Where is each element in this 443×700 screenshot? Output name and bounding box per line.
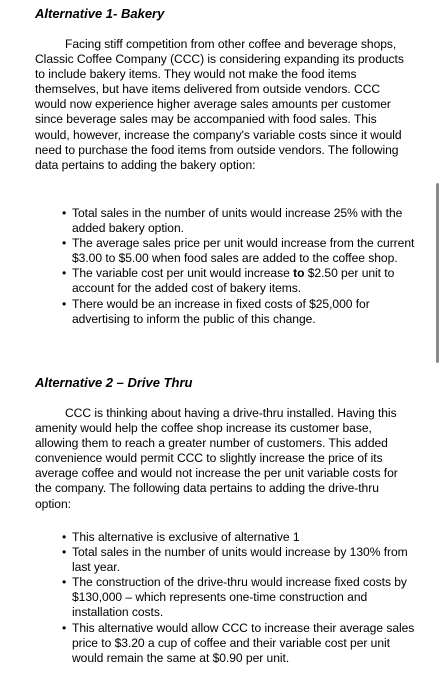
list-item: • Total sales in the number of units would increase by 130% from last year. (62, 545, 408, 575)
list-item: • The average sales price per unit would increase from the current $3.00 to $5.00 when food sales are added to the coffee shop. (62, 236, 415, 266)
bullet-icon: • (62, 545, 67, 560)
alt1-heading: Alternative 1- Bakery (35, 6, 165, 21)
bullet-icon: • (62, 530, 67, 544)
bullet-icon: • (62, 206, 67, 220)
alt1-bullet-list (62, 206, 422, 327)
bullet-icon: • (62, 236, 67, 251)
list-item: • This alternative is exclusive of alternative 1 (62, 530, 300, 544)
bullet-icon: • (62, 296, 67, 311)
list-item: • Total sales in the number of units would increase 25% with the added bakery option. (62, 206, 403, 236)
bullet-icon: • (62, 266, 67, 281)
scrollbar[interactable] (436, 183, 439, 363)
list-item: • The variable cost per unit would increase to $2.50 per unit to account for the added cost of bakery items. (62, 266, 395, 296)
list-item: • This alternative would allow CCC to increase their average sales price to $3.20 a cup of coffee and their variable cost per unit would remain the same at $0.90 per unit. (62, 620, 415, 665)
alt2-paragraph: CCC is thinking about having a drive-thru installed. Having this amenity would help the coffee shop increase its customer base, allowing them to reach a greater number of customers. This added convenience would permit CCC to slightly increase the price of its average coffee and would not increase the per unit variable costs for the company. The following data pertains to adding the drive-thru option: (35, 406, 398, 511)
list-item: • The construction of the drive-thru would increase fixed costs by $130,000 – which represents one-time construction and installation costs. (62, 575, 407, 620)
bullet-icon: • (62, 620, 67, 635)
list-item: • There would be an increase in fixed costs of $25,000 for advertising to inform the public of this change. (62, 296, 370, 326)
alt2-bullet-list (62, 530, 422, 666)
alt2-heading: Alternative 2 – Drive Thru (35, 375, 193, 390)
bullet-icon: • (62, 575, 67, 590)
alt1-paragraph: Facing stiff competition from other coffee and beverage shops, Classic Coffee Company (CCC) is considering expanding its products to include bakery items. They would not make the food items themselves, but have items delivered from outside vendors. CCC would now experience higher average sales amounts per customer since beverage sales may be accompanied with food sales. This would, however, increase the company's variable costs since it would need to purchase the food items from outside vendors. The following data pertains to adding the bakery option: (35, 37, 404, 172)
